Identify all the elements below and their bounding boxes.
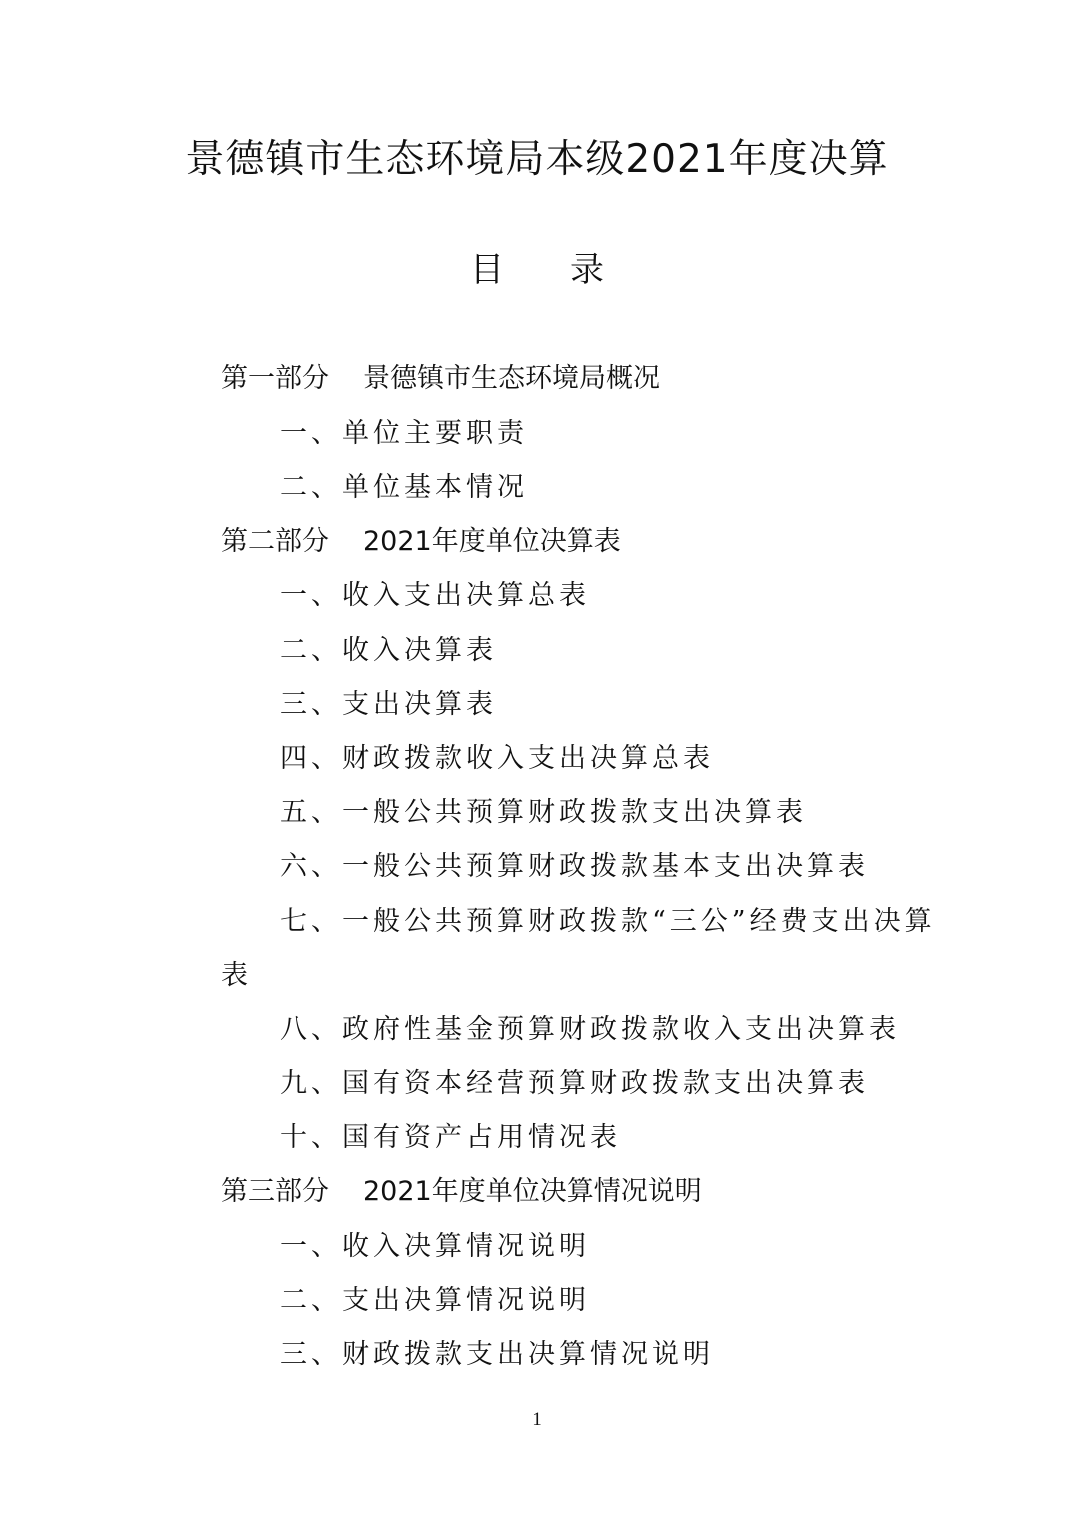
toc-part-label: 第三部分 [221, 1176, 329, 1207]
toc-item: 十、国有资产占用情况表 [280, 1122, 621, 1153]
toc-item: 八、政府性基金预算财政拨款收入支出决算表 [280, 1014, 900, 1045]
toc-part-text: 2021年度单位决算表 [363, 526, 621, 557]
toc-item: 一、单位主要职责 [280, 418, 528, 449]
toc-item: 九、国有资本经营预算财政拨款支出决算表 [280, 1068, 869, 1099]
toc-part-text: 2021年度单位决算情况说明 [363, 1176, 702, 1207]
toc-item: 二、单位基本情况 [280, 472, 528, 503]
toc-part-text: 景德镇市生态环境局概况 [363, 363, 660, 394]
toc-heading-right: 录 [570, 250, 604, 290]
toc-item: 一、收入决算情况说明 [280, 1231, 590, 1262]
document-title: 景德镇市生态环境局本级2021年度决算 [185, 137, 889, 182]
toc-part-2 [221, 522, 621, 562]
toc-item: 七、一般公共预算财政拨款“三公”经费支出决算 [280, 906, 936, 937]
toc-item: 二、支出决算情况说明 [280, 1285, 590, 1316]
toc-item: 五、一般公共预算财政拨款支出决算表 [280, 797, 807, 828]
page-number: 1 [532, 1409, 542, 1430]
toc-item: 三、支出决算表 [280, 689, 497, 720]
toc-item: 四、财政拨款收入支出决算总表 [280, 743, 714, 774]
toc-part-label: 第一部分 [221, 363, 329, 394]
toc-item-continuation: 表 [221, 960, 252, 991]
toc-item: 一、收入支出决算总表 [280, 580, 590, 611]
toc-part-3 [221, 1172, 702, 1212]
toc-part-label: 第二部分 [221, 526, 329, 557]
toc-item: 二、收入决算表 [280, 635, 497, 666]
toc-item: 三、财政拨款支出决算情况说明 [280, 1339, 714, 1370]
toc-heading-left: 目 [470, 250, 504, 290]
toc-part-1 [221, 359, 660, 399]
toc-item: 六、一般公共预算财政拨款基本支出决算表 [280, 851, 869, 882]
